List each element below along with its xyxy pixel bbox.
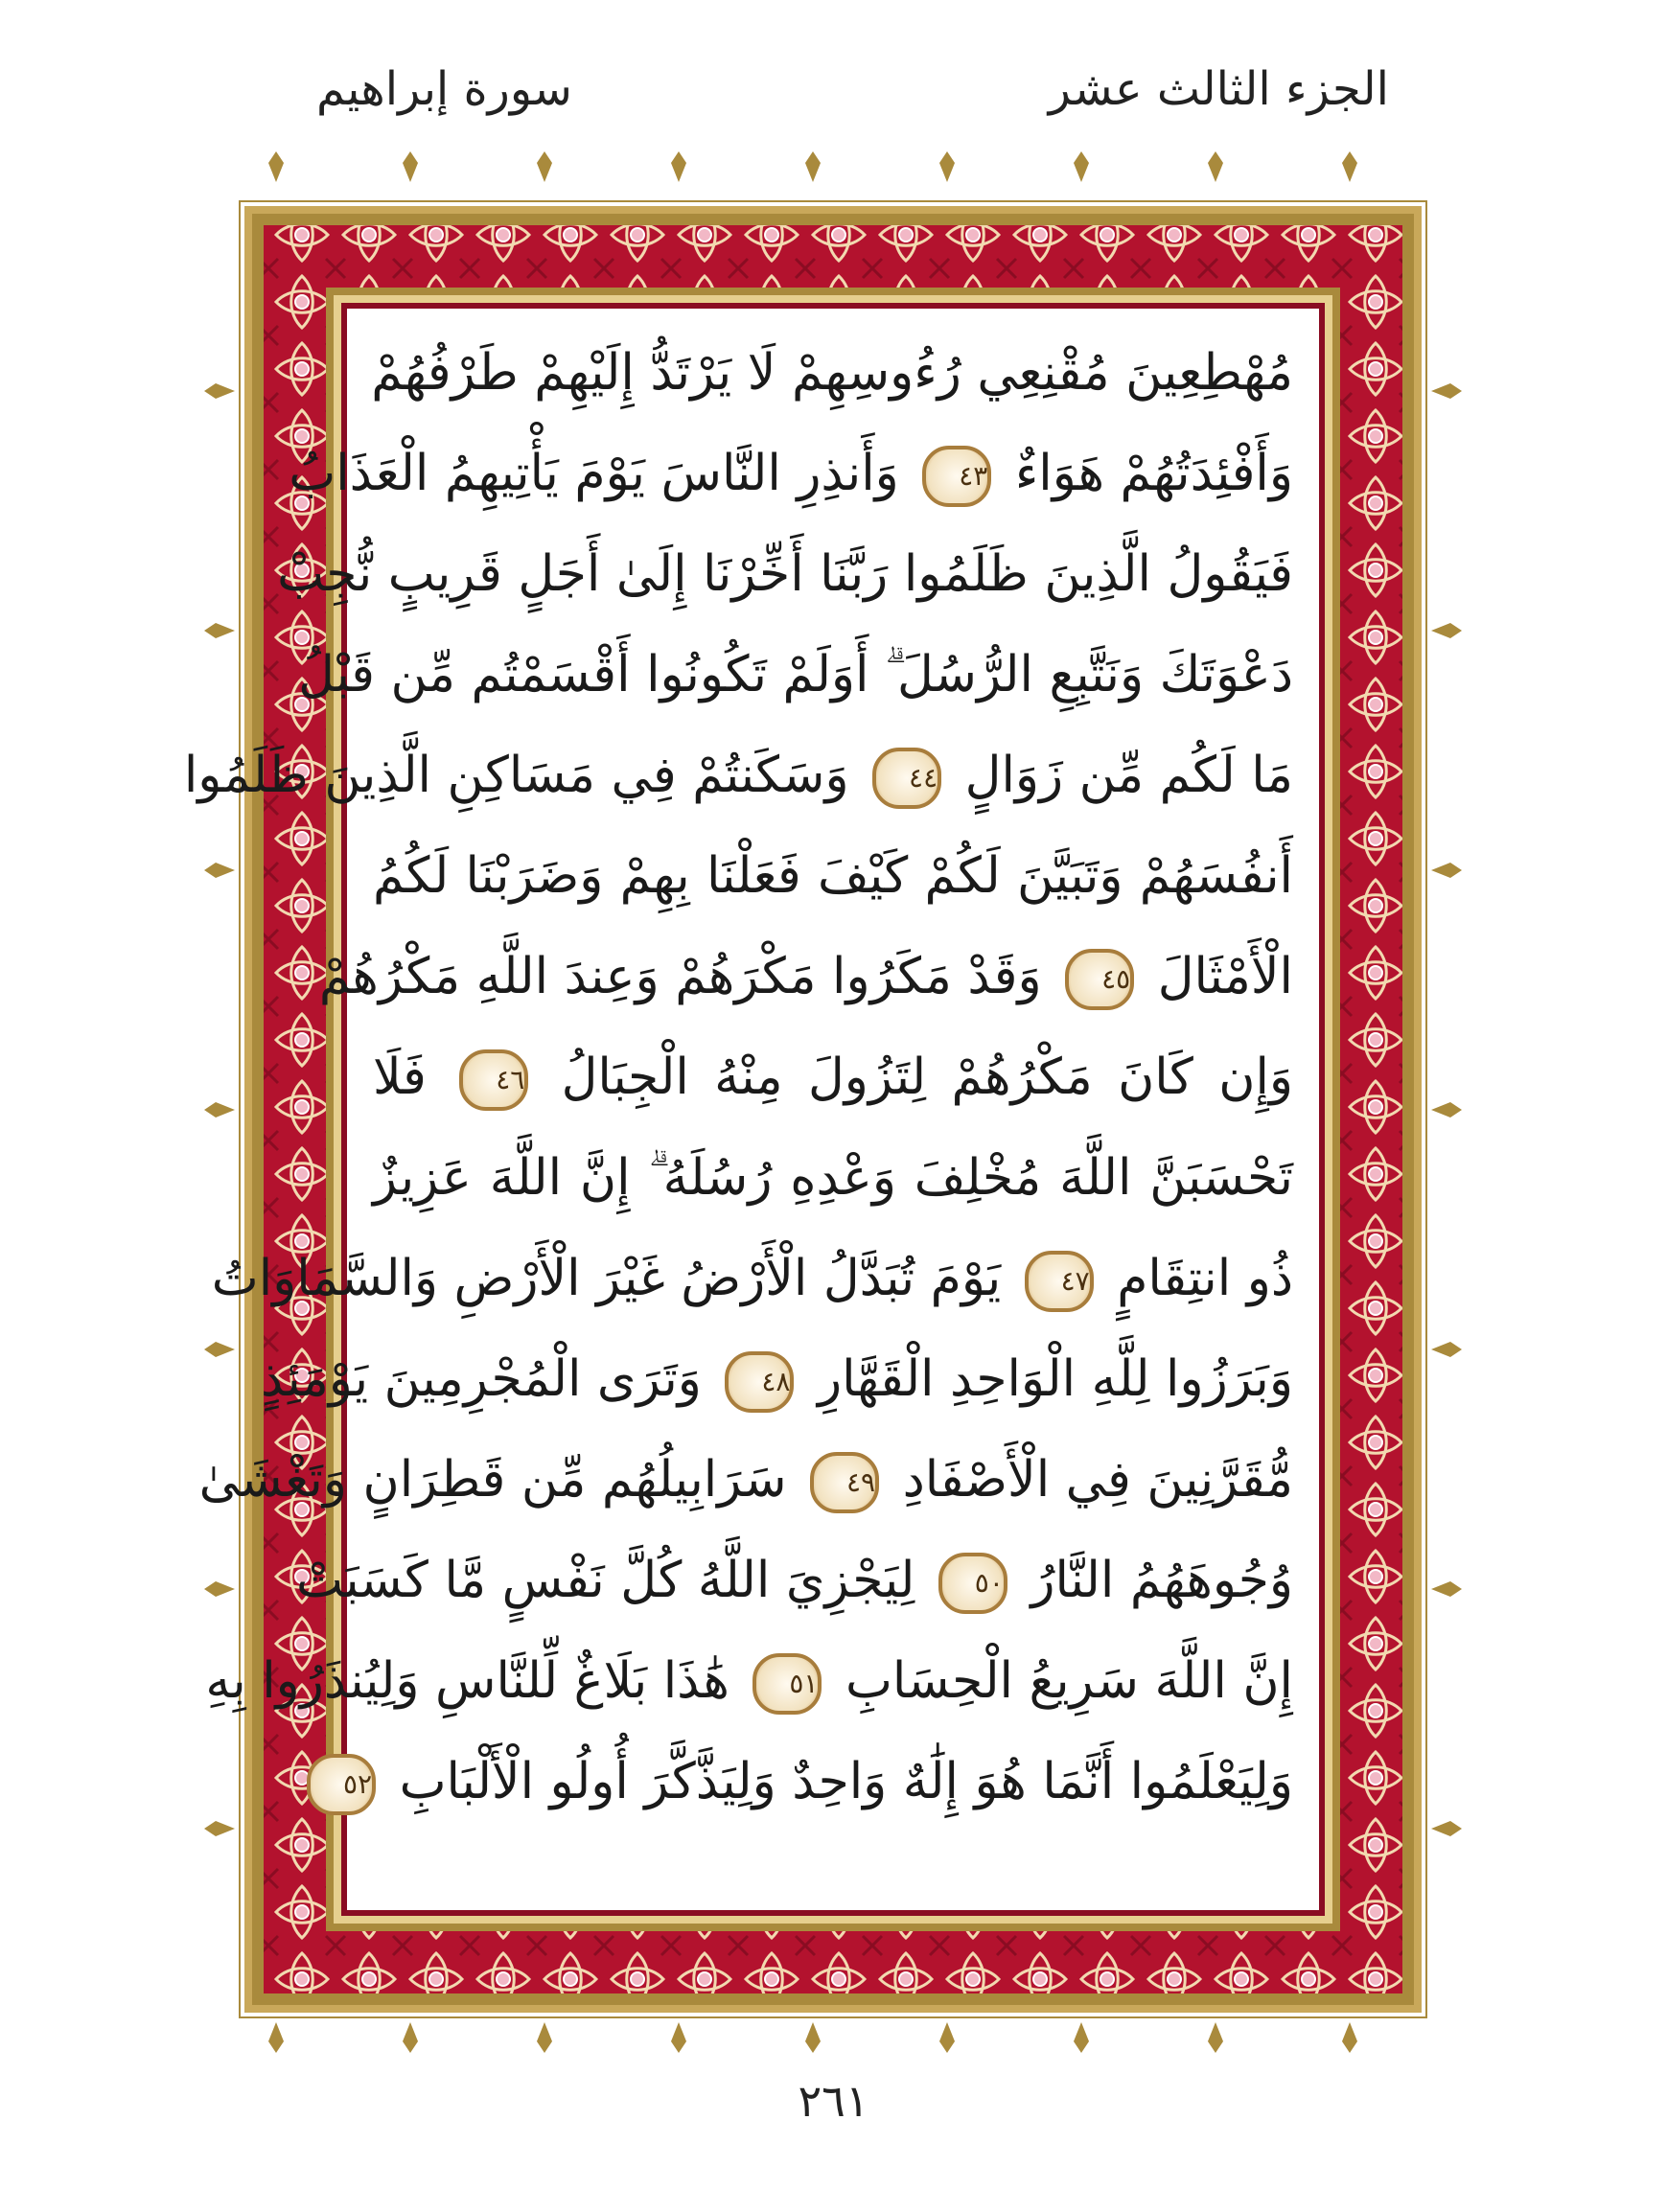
verse-text: مُهْطِعِينَ مُقْنِعِي رُءُوسِهِمْ لَا يَرْتَدُّ إِلَيْهِمْ طَرْفُهُمْ [371, 344, 1293, 402]
verse-text: أَنفُسَهُمْ وَتَبَيَّنَ لَكُمْ كَيْفَ فَعَلْنَا بِهِمْ وَضَرَبْنَا لَكُمُ [373, 847, 1293, 905]
ayah-number-marker: ٤٨ [725, 1351, 794, 1413]
verse-text: إِنَّ اللَّهَ سَرِيعُ الْحِسَابِ [845, 1652, 1293, 1710]
verse-line [260, 1329, 1293, 1430]
ayah-number-marker: ٥٢ [307, 1754, 376, 1815]
text-panel [183, 311, 1316, 1907]
juz-title: الجزء الثالث عشر [1048, 62, 1389, 116]
verse-text: وَبَرَزُوا لِلَّهِ الْوَاحِدِ الْقَهَّارِ [817, 1350, 1293, 1408]
verse-line [289, 424, 1293, 524]
verse-text: الْأَمْثَالَ [1157, 948, 1293, 1005]
verse-text: هَٰذَا بَلَاغٌ لِّلنَّاسِ وَلِيُنذَرُوا بِهِ [205, 1652, 729, 1710]
ayah-number-marker: ٤٩ [810, 1452, 879, 1513]
verse-text: وَسَكَنتُمْ فِي مَسَاكِنِ الَّذِينَ ظَلَمُوا [183, 747, 849, 804]
verse-text: وَأَنذِرِ النَّاسَ يَوْمَ يَأْتِيهِمُ الْعَذَابُ [289, 445, 899, 502]
verse-line [296, 1531, 1293, 1631]
verse-line [298, 625, 1293, 726]
ayah-number-marker: ٤٥ [1065, 949, 1134, 1010]
verse-line [373, 323, 1293, 424]
ayah-number-marker: ٥١ [752, 1653, 822, 1715]
verse-line [373, 826, 1293, 927]
verse-text: لِيَجْزِيَ اللَّهُ كُلَّ نَفْسٍ مَّا كَسَبَتْ [296, 1552, 915, 1609]
ayah-number-marker: ٤٦ [459, 1049, 528, 1111]
verse-text: وَقَدْ مَكَرُوا مَكْرَهُمْ وَعِندَ اللَّهِ مَكْرُهُمْ [318, 948, 1042, 1005]
verse-line [373, 1128, 1293, 1229]
page-number: ٢٦١ [798, 2075, 869, 2127]
verse-text: يَوْمَ تُبَدَّلُ الْأَرْضُ غَيْرَ الْأَرْضِ وَالسَّمَاوَاتُ [211, 1250, 1002, 1307]
verse-text: وَتَرَى الْمُجْرِمِينَ يَوْمَئِذٍ [260, 1350, 702, 1408]
verse-line [373, 1027, 1293, 1128]
verse-line [198, 1430, 1293, 1531]
verse-line [277, 524, 1293, 625]
ayah-number-marker: ٤٧ [1025, 1251, 1094, 1312]
verse-text: وَإِن كَانَ مَكْرُهُمْ لِتَزُولَ مِنْهُ الْجِبَالُ [561, 1048, 1294, 1106]
verse-text: فَيَقُولُ الَّذِينَ ظَلَمُوا رَبَّنَا أَخِّرْنَا إِلَىٰ أَجَلٍ قَرِيبٍ نُّجِبْ [277, 545, 1293, 603]
verse-text: فَلَا [373, 1048, 427, 1106]
verse-line [183, 726, 1293, 826]
verse-text: مُّقَرَّنِينَ فِي الْأَصْفَادِ [902, 1451, 1293, 1509]
verse-text: مَا لَكُم مِّن زَوَالٍ [964, 747, 1293, 804]
verse-text: وَلِيَعْلَمُوا أَنَّمَا هُوَ إِلَٰهٌ وَاحِدٌ وَلِيَذَّكَّرَ أُولُو الْأَلْبَابِ [399, 1753, 1293, 1810]
verse-line [205, 1631, 1293, 1732]
verse-line [318, 927, 1293, 1027]
verse-text: سَرَابِيلُهُم مِّن قَطِرَانٍ وَتَغْشَىٰ [198, 1451, 787, 1509]
verse-text: دَعْوَتَكَ وَنَتَّبِعِ الرُّسُلَ ۗ أَوَلَمْ تَكُونُوا أَقْسَمْتُم مِّن قَبْلُ [298, 646, 1293, 703]
verse-line [342, 1732, 1293, 1832]
verse-text: وُجُوهَهُمُ النَّارُ [1030, 1552, 1293, 1609]
verse-line [211, 1229, 1293, 1329]
surah-title: سورة إبراهيم [316, 62, 572, 116]
ayah-number-marker: ٥٠ [938, 1553, 1007, 1614]
ayah-number-marker: ٤٤ [872, 748, 941, 809]
ayah-number-marker: ٤٣ [922, 446, 991, 507]
verse-text: ذُو انتِقَامٍ [1117, 1250, 1293, 1307]
verse-text: وَأَفْئِدَتُهُمْ هَوَاءٌ [1014, 445, 1293, 502]
verse-text: تَحْسَبَنَّ اللَّهَ مُخْلِفَ وَعْدِهِ رُسُلَهُ ۗ إِنَّ اللَّهَ عَزِيزٌ [373, 1149, 1293, 1207]
